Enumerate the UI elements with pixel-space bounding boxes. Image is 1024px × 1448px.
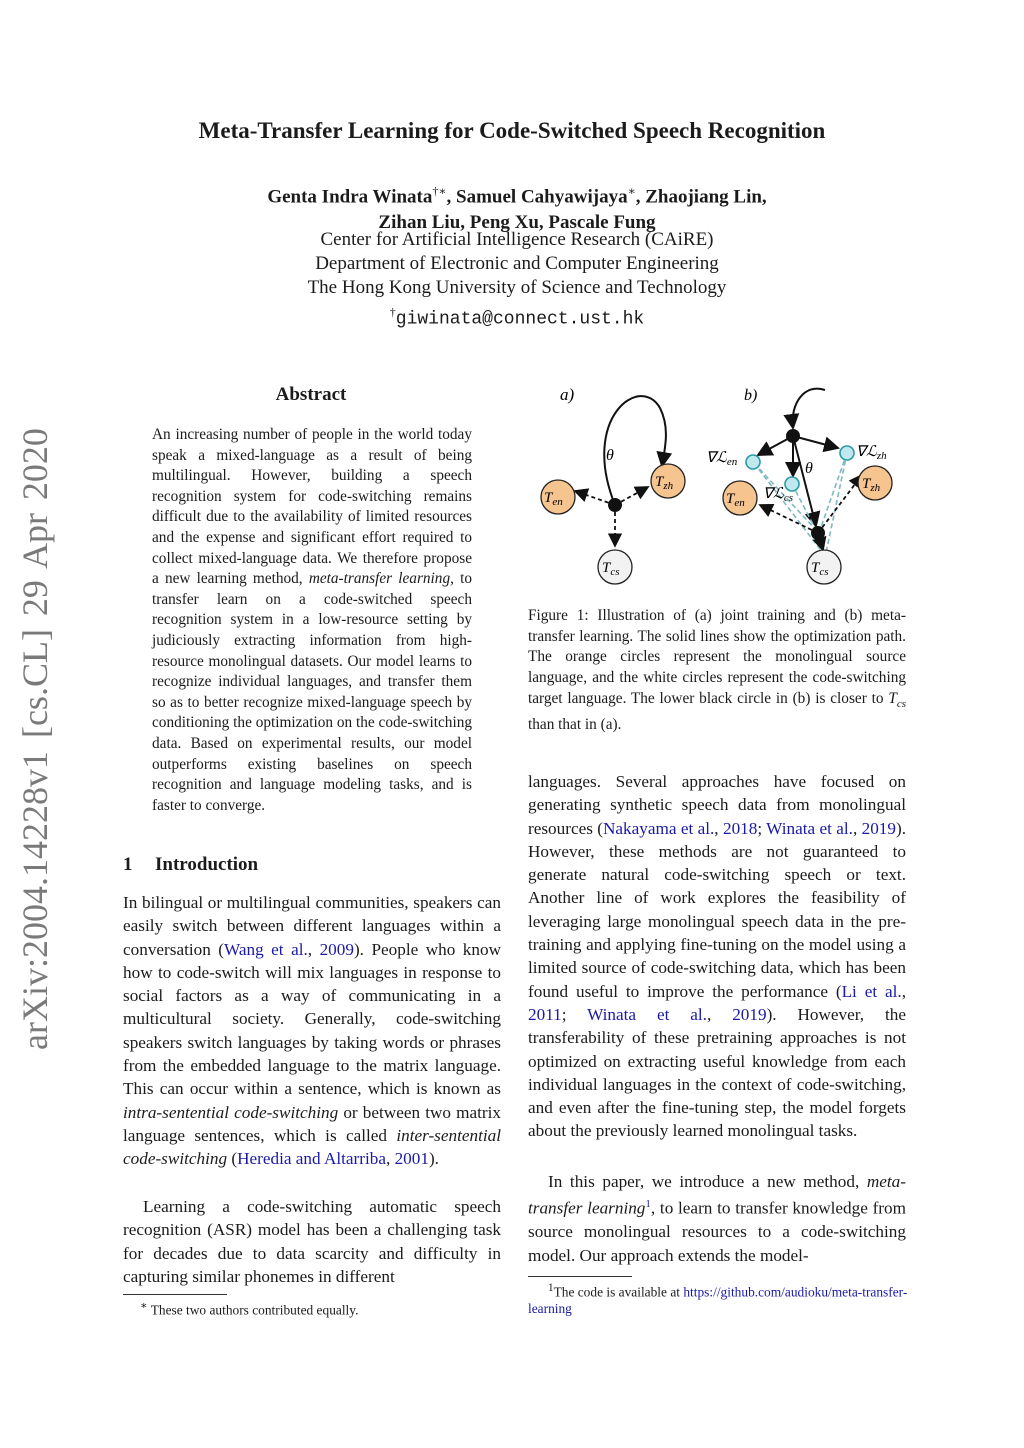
grad-line-zh-cs <box>826 453 847 553</box>
citation-link[interactable]: 2011 <box>528 1004 562 1024</box>
citation-link[interactable]: Winata et al. <box>766 818 853 838</box>
svg-text:Ten: $T_{en}$ <box>544 490 563 508</box>
citation-link[interactable]: Li et al. <box>841 981 902 1001</box>
parameter-node <box>608 498 622 512</box>
footnote-rule <box>123 1294 227 1295</box>
gradient-node-en <box>746 455 760 469</box>
citation-link[interactable]: Nakayama et al. <box>602 818 715 838</box>
figure-panel-label-a: a) <box>560 385 575 404</box>
gradient-node-zh <box>840 446 854 460</box>
arxiv-stamp: arXiv:2004.14228v1 [cs.CL] 29 Apr 2020 <box>15 428 55 1050</box>
updated-parameter-node <box>811 526 825 540</box>
citation-link[interactable]: 2001 <box>394 1149 429 1169</box>
section-heading: 1 Introduction <box>123 854 259 875</box>
gradient-node-cs <box>785 477 799 491</box>
intro-paragraph-1: In bilingual or multilingual communities, speakers can easily switch between different languages within a conversation (Wang et al., 2009). People who know how to code-switch will mix languages in response to social factors as a way of communicating in a multicultural society. Generally, code-switching speakers switch languages by taking words or phrases from the embedded language to the matrix language. This can occur within a sentence, which is known as intra-sentential code-switching or between two matrix language sentences, which is called inter-sentential code-switching (Heredia and Altarriba, 2001). <box>123 893 502 1169</box>
affiliation <box>0 228 1024 331</box>
citation-link[interactable]: Wang et al. <box>224 939 308 959</box>
theta-label: θ <box>606 447 614 464</box>
paper-title: Meta-Transfer Learning for Code-Switched Speech Recognition <box>198 118 826 143</box>
svg-text:Tzh: $T_{zh}$ <box>655 474 674 492</box>
svg-text:∇ℒzh: ∇ℒ$_{zh}$ <box>856 444 887 462</box>
svg-text:∇ℒen: ∇ℒ$_{en}$ <box>706 450 738 468</box>
footnote-rule <box>528 1276 632 1277</box>
svg-text:Ten: $T_{en}$ <box>726 491 745 509</box>
footnote-right: $^1$The code is available at https://github.com/audioku/meta-transfer-learning <box>528 1282 908 1317</box>
citation-link[interactable]: 2009 <box>319 939 354 959</box>
svg-text:Tcs: $T_{cs}$ <box>602 560 620 578</box>
intro-right-paragraph-2: In this paper, we introduce a new method, meta-transfer learning$^1$, to learn to transfer knowledge from source monolingual resources to a code-switching model. Our approach extends the model- <box>528 1172 906 1265</box>
svg-text:Tcs: $T_{cs}$ <box>811 560 829 578</box>
footnote-marker[interactable]: 1 <box>645 1198 651 1211</box>
citation-link[interactable]: 2019 <box>732 1004 767 1024</box>
intro-paragraph-2: Learning a code-switching automatic speech recognition (ASR) model has been a challenging task for decades due to data scarcity and difficulty in capturing similar phonemes in different <box>123 1197 501 1286</box>
author-line-2: Zihan Liu, Peng Xu, Pascale Fung <box>378 212 656 234</box>
citation-link[interactable]: Heredia and Altarriba <box>237 1149 386 1169</box>
affiliation-line: The Hong Kong University of Science and Technology <box>307 277 727 298</box>
citation-link[interactable]: 2019 <box>861 818 896 838</box>
intro-right-paragraph-1: languages. Several approaches have focused on generating synthetic speech data from monolingual resources (Nakayama et al., 2018; Winata et al., 2019). However, these methods are not guaranteed to generate natural code-switching speech or text. Another line of work explores the feasibility of leveraging large monolingual speech data in the pre-training and applying fine-tuning on the model using a limited source of code-switching data, which has been found useful to improve the performance (Li et al., 2011; Winata et al., 2019). However, the transferability of these pretraining approaches is not optimized on extracting useful knowledge from each individual languages in the context of code-switching, and even after the fine-tuning step, the model forgets about the previously learned monolingual tasks. <box>528 772 907 1141</box>
affiliation-line: Center for Artificial Intelligence Research (CAiRE) <box>320 229 714 250</box>
parameter-node-b <box>786 429 800 443</box>
footnote-left: ∗ These two authors contributed equally. <box>140 1300 359 1318</box>
abstract-heading: Abstract <box>275 384 347 405</box>
citation-link[interactable]: Winata et al. <box>587 1004 707 1024</box>
author-email[interactable]: †giwinata@connect.ust.hk <box>389 305 645 330</box>
figure-caption: Figure 1: Illustration of (a) joint training and (b) meta-transfer learning. The solid lines show the optimization path. The orange circles represent the monolingual source language, and the white circles represent the code-switching target language. The lower black circle in (b) is closer to $T_{cs}$ than that in (a). <box>528 607 906 733</box>
dashed-arrow-b-zh <box>818 475 862 533</box>
author-line-1: Genta Indra Winata†∗, Samuel Cahyawijaya∗, Zhaojiang Lin, <box>267 184 767 208</box>
code-link[interactable]: https://github.com/audioku/meta-transfer-learning <box>528 1284 908 1317</box>
abstract-text: An increasing number of people in the world today speak a mixed-language as a result of being multilingual. However, building a speech recognition system for code-switching remains difficult due to the availability of limited resources and the expense and significant effort required to collect mixed-language data. We therefore propose a new learning method, meta-transfer learning, to transfer learn on a code-switched speech recognition system in a low-resource setting by judiciously extracting information from high-resource monolingual datasets. Our model learns to recognize individual languages, and transfer them so as to better recognize mixed-language speech by conditioning the optimization on the code-switching data. Based on experimental results, our model outperforms existing baselines on speech recognition and language modeling tasks, and is faster to converge. <box>152 426 473 814</box>
figure-panel-label-b: b) <box>744 387 758 404</box>
optimization-path-b <box>793 389 825 428</box>
svg-text:Tzh: $T_{zh}$ <box>862 476 881 494</box>
svg-text:∇ℒcs: ∇ℒ$_{cs}$ <box>763 486 794 504</box>
citation-link[interactable]: 2018 <box>722 818 758 838</box>
affiliation-line: Department of Electronic and Computer Engineering <box>315 253 719 274</box>
theta-label-b: θ <box>805 460 813 477</box>
figure-1 <box>520 378 910 598</box>
